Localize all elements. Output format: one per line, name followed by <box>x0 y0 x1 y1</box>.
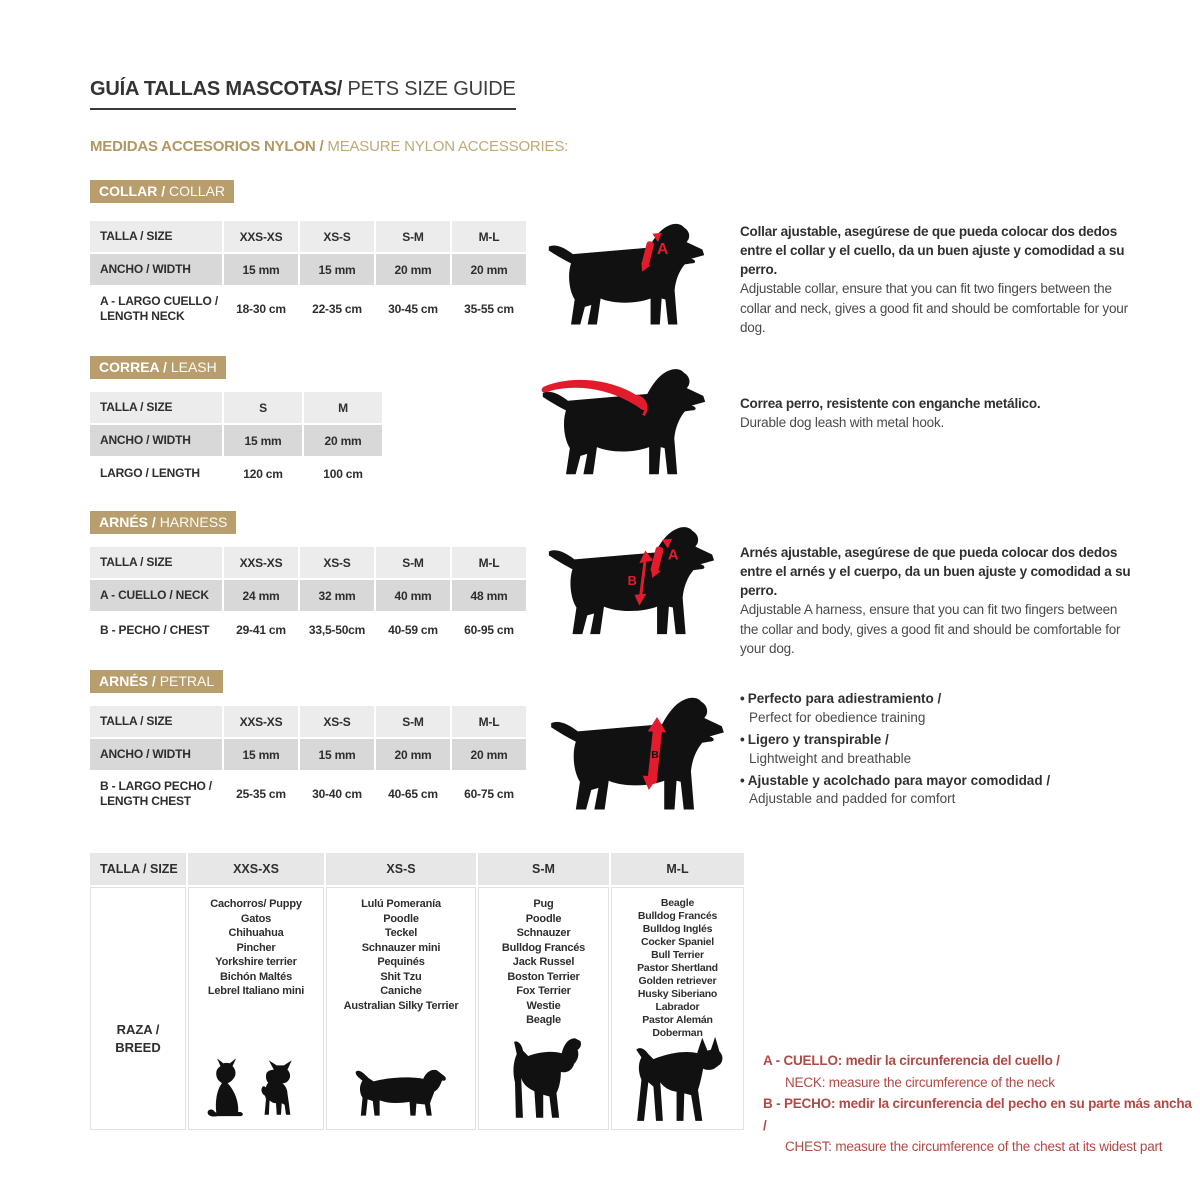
leash-badge-en: LEASH <box>170 359 217 375</box>
size-cell: 48 mm <box>452 580 526 611</box>
size-cell: 24 mm <box>224 580 298 611</box>
table-row <box>90 613 526 647</box>
col-header: TALLA / SIZE <box>90 392 222 423</box>
breed-cell-m-l <box>611 887 744 1130</box>
collar-badge <box>90 180 234 203</box>
dachshund-icon <box>353 1066 449 1119</box>
collar-badge-en: COLLAR <box>169 183 226 199</box>
col-header: TALLA / SIZE <box>90 547 222 578</box>
breed-name: Beagle <box>660 897 695 909</box>
size-cell: 20 mm <box>376 739 450 770</box>
note-a-en: NECK: measure the circumference of the neck <box>785 1074 1055 1090</box>
svg-text:B: B <box>651 750 659 762</box>
leash-description <box>740 394 1132 432</box>
schnauzer-icon <box>506 1033 584 1123</box>
col-header: TALLA / SIZE <box>90 853 186 885</box>
breed-name: Schnauzer <box>516 927 571 939</box>
size-cell: 32 mm <box>300 580 374 611</box>
col-header: M-L <box>611 853 744 885</box>
cat-icon <box>205 1057 246 1119</box>
harness-badge-es: ARNÉS / <box>99 514 160 530</box>
table-row <box>90 458 382 489</box>
size-cell: 40-65 cm <box>376 772 450 816</box>
size-cell: 100 cm <box>304 458 382 489</box>
row-label: ANCHO / WIDTH <box>90 425 222 456</box>
leash-desc-en: Durable dog leash with metal hook. <box>740 415 945 431</box>
size-cell: 15 mm <box>224 254 298 285</box>
breed-name: Bulldog Francés <box>637 910 718 922</box>
petral-table <box>88 704 528 818</box>
bullet-en: Lightweight and breathable <box>749 750 912 766</box>
collar-desc-es: Collar ajustable, asegúrese de que pueda colocar dos dedos entre el collar y el cuello, da un buen ajuste y comodidad a su perro. <box>740 224 1125 278</box>
breed-name: Golden retriever <box>638 975 717 987</box>
col-header: S-M <box>376 706 450 737</box>
harness-badge <box>90 511 236 534</box>
bullet-es: Ajustable y acolchado para mayor comodidad / <box>747 772 1051 788</box>
size-cell: 60-75 cm <box>452 772 526 816</box>
size-cell: 40 mm <box>376 580 450 611</box>
size-cell: 60-95 cm <box>452 613 526 647</box>
dog-silhouette-icon <box>543 219 710 330</box>
size-cell: 30-45 cm <box>376 287 450 331</box>
col-header: XS-S <box>300 547 374 578</box>
petral-features-list <box>740 690 1140 812</box>
size-cell: 29-41 cm <box>224 613 298 647</box>
note-b-en: CHEST: measure the circumference of the chest at its widest part <box>785 1139 1163 1155</box>
breed-name: Lulú Pomeranía <box>361 898 441 910</box>
size-cell: 18-30 cm <box>224 287 298 331</box>
table-row <box>90 221 526 252</box>
leash-badge <box>90 356 226 379</box>
dog-with-leash-icon <box>537 364 711 485</box>
breed-label-en: BREED <box>115 1039 161 1055</box>
chihuahua-icon <box>259 1059 303 1119</box>
size-cell: 30-40 cm <box>300 772 374 816</box>
leash-badge-es: CORREA / <box>99 359 171 375</box>
col-header: M-L <box>452 221 526 252</box>
list-item <box>740 690 1140 728</box>
breed-name: Bulldog Francés <box>501 941 586 954</box>
row-label: ANCHO / WIDTH <box>90 739 222 770</box>
svg-text:A: A <box>657 241 669 259</box>
col-header: TALLA / SIZE <box>90 221 222 252</box>
page-title <box>90 78 516 110</box>
table-row <box>90 425 382 456</box>
breed-name: Bull Terrier <box>651 949 704 961</box>
breed-name: Cachorros/ Puppy <box>210 898 302 910</box>
list-item <box>740 731 1140 769</box>
breed-name: Schnauzer mini <box>361 941 441 954</box>
col-header: XS-S <box>300 221 374 252</box>
breed-name: Chihuahua <box>228 927 284 939</box>
breed-name: Westie <box>526 999 561 1012</box>
subtitle-es: MEDIDAS ACCESORIOS NYLON / <box>90 138 328 155</box>
dog-silhouette-icon <box>545 688 730 820</box>
dog-with-collar-marker-icon <box>543 219 710 335</box>
table-row <box>90 254 526 285</box>
size-cell: 20 mm <box>452 739 526 770</box>
breed-name: Husky Siberiano <box>637 988 718 1000</box>
size-cell: 40-59 cm <box>376 613 450 647</box>
dog-silhouette-icon <box>543 515 720 647</box>
breed-name: Pincher <box>236 941 276 954</box>
petral-badge-es: ARNÉS / <box>99 673 160 689</box>
row-label: LARGO / LENGTH <box>90 458 222 489</box>
bullet-en: Adjustable and padded for comfort <box>749 791 956 807</box>
breed-name: Caniche <box>380 985 422 997</box>
table-row <box>90 706 526 737</box>
table-row <box>90 392 382 423</box>
breed-name: Australian Silky Terrier <box>343 999 459 1012</box>
size-cell: 15 mm <box>300 254 374 285</box>
page-title-en: PETS SIZE GUIDE <box>342 78 516 100</box>
subtitle-en: MEASURE NYLON ACCESSORIES: <box>327 138 569 155</box>
breed-name: Pastor Alemán <box>642 1014 713 1026</box>
bullet-dot: • <box>740 772 745 788</box>
table-row <box>90 547 526 578</box>
size-cell: 35-55 cm <box>452 287 526 331</box>
collar-badge-es: COLLAR / <box>99 183 169 199</box>
size-cell: 25-35 cm <box>224 772 298 816</box>
collar-desc-en: Adjustable collar, ensure that you can fit two fingers between the collar and neck, gives a good fit and should be comfortable for your dog. <box>740 281 1128 335</box>
col-header: XXS-XS <box>224 706 298 737</box>
harness-badge-en: HARNESS <box>159 514 228 530</box>
table-row <box>90 739 526 770</box>
breed-name: Pastor Shertland <box>637 962 718 974</box>
col-header: XS-S <box>300 706 374 737</box>
breed-name: Teckel <box>384 927 418 939</box>
breed-row-label <box>90 887 186 1130</box>
page-subtitle <box>90 138 568 155</box>
size-cell: 33,5-50cm <box>300 613 374 647</box>
breed-name: Shit Tzu <box>380 970 422 983</box>
size-cell: 15 mm <box>300 739 374 770</box>
measurement-notes <box>763 1050 1193 1158</box>
table-row <box>90 772 526 816</box>
leash-table <box>88 390 384 491</box>
col-header: M-L <box>452 547 526 578</box>
list-item <box>740 772 1140 810</box>
breed-table <box>90 853 744 1130</box>
breed-cell-xs-s <box>326 887 476 1130</box>
col-header: XXS-XS <box>224 221 298 252</box>
table-row <box>90 580 526 611</box>
breed-name: Yorkshire terrier <box>215 956 297 968</box>
doberman-icon <box>632 1030 728 1126</box>
row-label: B - PECHO / CHEST <box>90 613 222 647</box>
breed-name: Gatos <box>240 912 272 925</box>
collar-description <box>740 222 1132 337</box>
size-cell: 20 mm <box>452 254 526 285</box>
col-header: S-M <box>478 853 609 885</box>
row-label: B - LARGO PECHO / LENGTH CHEST <box>90 772 222 816</box>
bullet-dot: • <box>740 691 745 706</box>
svg-text:A: A <box>667 547 679 564</box>
dog-with-harness-markers-icon <box>543 515 720 652</box>
col-header: S <box>224 392 302 423</box>
breed-name: Pequinés <box>377 956 425 968</box>
col-header: S-M <box>376 547 450 578</box>
table-row <box>90 287 526 331</box>
size-cell: 15 mm <box>224 425 302 456</box>
collar-table <box>88 219 528 333</box>
col-header: XXS-XS <box>224 547 298 578</box>
size-cell: 22-35 cm <box>300 287 374 331</box>
breed-name: Boston Terrier <box>507 970 580 983</box>
breed-name: Bichón Maltés <box>220 970 292 983</box>
row-label: A - LARGO CUELLO / LENGTH NECK <box>90 287 222 331</box>
petral-badge <box>90 670 223 693</box>
breed-label-es: RAZA / <box>116 1021 160 1037</box>
size-cell: 20 mm <box>304 425 382 456</box>
svg-text:B: B <box>627 572 637 588</box>
col-header: TALLA / SIZE <box>90 706 222 737</box>
dog-silhouette-icon <box>537 364 711 480</box>
note-a-es: A - CUELLO: medir la circunferencia del cuello / <box>763 1053 1060 1068</box>
dog-with-chest-strap-icon <box>545 688 730 825</box>
harness-description <box>740 543 1132 658</box>
col-header: XXS-XS <box>188 853 324 885</box>
leash-desc-es: Correa perro, resistente con enganche metálico. <box>740 396 1041 411</box>
size-cell: 20 mm <box>376 254 450 285</box>
harness-table <box>88 545 528 649</box>
breed-name: Labrador <box>655 1001 700 1013</box>
page-title-es: GUÍA TALLAS MASCOTAS/ <box>90 78 343 100</box>
size-cell: 120 cm <box>224 458 302 489</box>
size-cell: 15 mm <box>224 739 298 770</box>
breed-name: Fox Terrier <box>516 985 571 997</box>
breed-cell-s-m <box>478 887 609 1130</box>
petral-badge-en: PETRAL <box>159 673 215 689</box>
breed-name: Poodle <box>525 912 562 925</box>
breed-name: Poodle <box>383 912 419 925</box>
bullet-es: Ligero y transpirable / <box>747 731 889 747</box>
note-b-es: B - PECHO: medir la circunferencia del pecho en su parte más ancha / <box>763 1096 1192 1133</box>
col-header: S-M <box>376 221 450 252</box>
harness-desc-es: Arnés ajustable, asegúrese de que pueda colocar dos dedos entre el arnés y el cuerpo, da un buen ajuste y comodidad a su perro. <box>740 545 1131 599</box>
breed-name: Doberman <box>652 1027 703 1039</box>
breed-name: Cocker Spaniel <box>640 936 715 948</box>
breed-name: Pug <box>533 898 554 910</box>
row-label: A - CUELLO / NECK <box>90 580 222 611</box>
breed-name: Jack Russel <box>512 956 575 968</box>
breed-name: Lebrel Italiano mini <box>207 985 305 997</box>
breed-name: Bulldog Inglés <box>642 923 713 935</box>
breed-cell-xxs-xs <box>188 887 324 1130</box>
bullet-dot: • <box>740 731 745 747</box>
bullet-es: Perfecto para adiestramiento / <box>747 691 942 706</box>
breed-name: Beagle <box>526 1014 561 1026</box>
col-header: XS-S <box>326 853 476 885</box>
col-header: M-L <box>452 706 526 737</box>
row-label: ANCHO / WIDTH <box>90 254 222 285</box>
harness-desc-en: Adjustable A harness, ensure that you can fit two fingers between the collar and body, gives a good fit and should be comfortable for your dog. <box>740 602 1121 656</box>
bullet-en: Perfect for obedience training <box>749 709 926 725</box>
col-header: M <box>304 392 382 423</box>
